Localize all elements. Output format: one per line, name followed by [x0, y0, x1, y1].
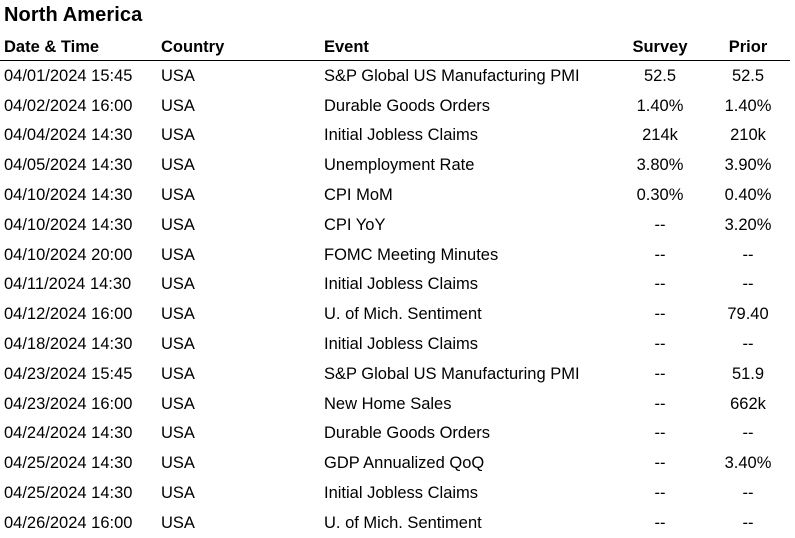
cell-event: Initial Jobless Claims [324, 275, 479, 294]
cell-datetime: 04/24/2024 14:30 [4, 424, 133, 443]
cell-datetime: 04/10/2024 20:00 [4, 245, 133, 264]
cell-survey: -- [654, 424, 666, 443]
cell-event: Unemployment Rate [324, 156, 475, 175]
cell-event: Initial Jobless Claims [324, 126, 479, 145]
cell-datetime: 04/12/2024 16:00 [4, 305, 133, 324]
cell-country: USA [161, 66, 195, 85]
column-header-event: Event [320, 34, 614, 61]
cell-datetime: 04/18/2024 14:30 [4, 335, 133, 354]
cell-datetime: 04/25/2024 14:30 [4, 484, 133, 503]
cell-datetime: 04/05/2024 14:30 [4, 156, 133, 175]
cell-survey: -- [654, 335, 666, 354]
table-row [0, 270, 790, 300]
cell-datetime: 04/26/2024 16:00 [4, 513, 133, 532]
cell-event: FOMC Meeting Minutes [324, 245, 499, 264]
cell-prior: 52.5 [731, 66, 765, 85]
cell-event: GDP Annualized QoQ [324, 454, 485, 473]
table-body [0, 61, 790, 538]
table-header [0, 34, 790, 61]
cell-prior: -- [742, 275, 754, 294]
cell-prior: 79.40 [727, 305, 769, 324]
table-row [0, 329, 790, 359]
cell-survey: -- [654, 454, 666, 473]
cell-datetime: 04/10/2024 14:30 [4, 215, 133, 234]
cell-survey: -- [654, 513, 666, 532]
cell-event: New Home Sales [324, 394, 452, 413]
cell-survey: 1.40% [636, 96, 684, 115]
cell-survey: -- [654, 245, 666, 264]
cell-prior: -- [742, 513, 754, 532]
cell-survey: -- [654, 364, 666, 383]
table-row [0, 389, 790, 419]
cell-prior: 1.40% [724, 96, 772, 115]
cell-country: USA [161, 424, 195, 443]
cell-survey: -- [654, 275, 666, 294]
header-row [0, 34, 790, 61]
cell-prior: 210k [730, 126, 766, 145]
cell-event: CPI MoM [324, 186, 393, 205]
cell-country: USA [161, 126, 195, 145]
cell-datetime: 04/23/2024 16:00 [4, 394, 133, 413]
table-row [0, 359, 790, 389]
column-header-datetime: Date & Time [0, 34, 157, 61]
table-row [0, 478, 790, 508]
cell-survey: -- [654, 484, 666, 503]
cell-datetime: 04/01/2024 15:45 [4, 66, 133, 85]
cell-survey: -- [654, 305, 666, 324]
table-row [0, 419, 790, 449]
cell-country: USA [161, 186, 195, 205]
table-row [0, 508, 790, 538]
cell-datetime: 04/10/2024 14:30 [4, 186, 133, 205]
cell-survey: 52.5 [643, 66, 677, 85]
economic-calendar-table [0, 34, 790, 538]
cell-datetime: 04/23/2024 15:45 [4, 364, 133, 383]
table-row [0, 180, 790, 210]
cell-country: USA [161, 513, 195, 532]
column-header-country: Country [157, 34, 320, 61]
cell-country: USA [161, 96, 195, 115]
cell-survey: 214k [642, 126, 678, 145]
cell-datetime: 04/04/2024 14:30 [4, 126, 133, 145]
cell-event: CPI YoY [324, 215, 386, 234]
cell-country: USA [161, 275, 195, 294]
cell-event: U. of Mich. Sentiment [324, 513, 482, 532]
cell-event: Initial Jobless Claims [324, 335, 479, 354]
cell-country: USA [161, 335, 195, 354]
cell-prior: 0.40% [724, 186, 772, 205]
column-header-prior: Prior [706, 34, 790, 61]
cell-survey: -- [654, 215, 666, 234]
cell-event: S&P Global US Manufacturing PMI [324, 66, 580, 85]
cell-prior: -- [742, 245, 754, 264]
table-row [0, 61, 790, 91]
cell-prior: 3.90% [724, 156, 772, 175]
cell-prior: 3.20% [724, 215, 772, 234]
cell-country: USA [161, 394, 195, 413]
table-row [0, 91, 790, 121]
cell-event: U. of Mich. Sentiment [324, 305, 482, 324]
cell-country: USA [161, 484, 195, 503]
cell-event: Initial Jobless Claims [324, 484, 479, 503]
cell-datetime: 04/25/2024 14:30 [4, 454, 133, 473]
cell-country: USA [161, 305, 195, 324]
cell-survey: 3.80% [636, 156, 684, 175]
cell-prior: -- [742, 484, 754, 503]
cell-country: USA [161, 156, 195, 175]
cell-country: USA [161, 454, 195, 473]
table-row [0, 299, 790, 329]
table-row [0, 240, 790, 270]
cell-datetime: 04/02/2024 16:00 [4, 96, 133, 115]
cell-event: Durable Goods Orders [324, 424, 490, 443]
cell-country: USA [161, 215, 195, 234]
cell-prior: 662k [730, 394, 766, 413]
cell-survey: 0.30% [636, 186, 684, 205]
column-header-survey: Survey [614, 34, 706, 61]
table-row [0, 121, 790, 151]
table-row [0, 448, 790, 478]
cell-datetime: 04/11/2024 14:30 [4, 275, 132, 294]
cell-event: Durable Goods Orders [324, 96, 490, 115]
section-title: North America [4, 4, 143, 26]
cell-event: S&P Global US Manufacturing PMI [324, 364, 580, 383]
cell-prior: 3.40% [724, 454, 772, 473]
cell-prior: -- [742, 424, 754, 443]
cell-country: USA [161, 364, 195, 383]
cell-survey: -- [654, 394, 666, 413]
cell-prior: -- [742, 335, 754, 354]
cell-prior: 51.9 [731, 364, 765, 383]
table-row [0, 150, 790, 180]
cell-country: USA [161, 245, 195, 264]
table-row [0, 210, 790, 240]
